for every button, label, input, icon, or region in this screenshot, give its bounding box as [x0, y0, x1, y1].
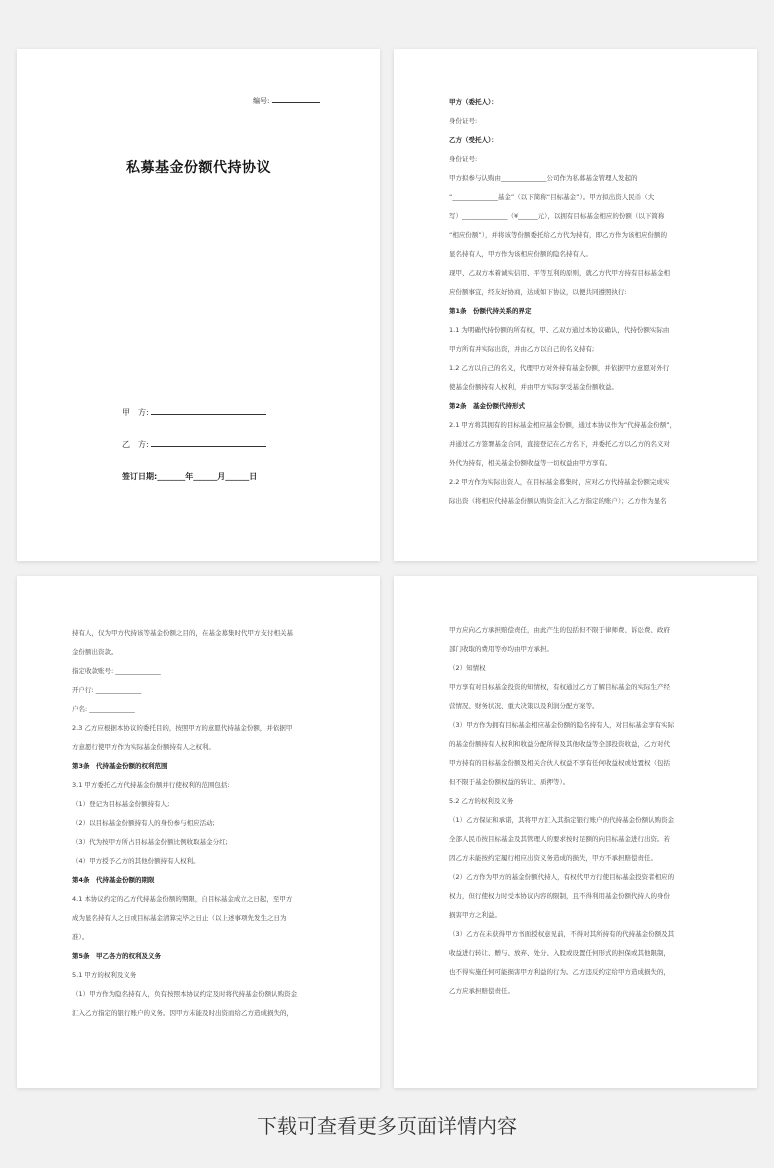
text-line: 乙方应承担赔偿责任。	[449, 987, 514, 995]
text-line: 损害甲方之利益。	[449, 911, 501, 919]
text-line: （3）乙方在未获得甲方书面授权意见前，不得对其所持有的代持基金份额及其	[449, 930, 675, 938]
text-line: （3）甲方作为拥有目标基金相应基金份额的隐名持有人，对目标基金享有实际	[449, 721, 675, 729]
contract-number-blank	[272, 94, 320, 103]
text-line: 持有人，仅为甲方代持该等基金份额之目的，在基金募集时代甲方支付相关基	[72, 629, 293, 637]
text-line: 际出资（将相应代持基金份额认购资金汇入乙方指定的账户）；乙方作为显名	[449, 497, 667, 505]
document-page-4	[394, 576, 757, 1088]
text-line: 但不限于基金份额权益的转让、质押等）。	[449, 778, 570, 786]
party-b-blank	[151, 438, 266, 447]
text-line: 成为显名持有人之日或目标基金清算完毕之日止（以上述事项先发生之日为	[72, 914, 287, 922]
download-more-prompt[interactable]: 下载可查看更多页面详情内容	[257, 1114, 517, 1138]
text-line: （1）甲方作为隐名持有人，负有按照本协议约定及时将代持基金份额认购资金	[72, 990, 298, 998]
text-line: （1）乙方保证和承诺，其将甲方汇入其指定银行账户的代持基金份额认购资金	[449, 816, 675, 824]
section-heading: 第3条 代持基金份额的权利范围	[72, 762, 168, 770]
text-line: 写）______________（¥______元），以拥有目标基金相应的份额（以下简称	[449, 212, 665, 220]
page-3-body	[72, 624, 328, 1023]
text-line: （1）登记为目标基金份额持有人;	[72, 800, 170, 808]
contract-number	[253, 94, 320, 106]
text-line: 使基金份额持有人权利，并由甲方实际享受基金份额收益。	[449, 383, 618, 391]
page-2-body	[449, 93, 705, 511]
section-heading: 甲方（委托人）：	[449, 98, 498, 106]
document-title: 私募基金份额代持协议	[126, 160, 271, 176]
document-page-2	[394, 49, 757, 561]
party-b-label: 乙 方:	[122, 440, 149, 449]
text-line: 方意愿行使甲方作为实际基金份额持有人之权利。	[72, 743, 215, 751]
text-line: 5.1 甲方的权利及义务	[72, 971, 137, 979]
text-line: 的基金份额持有人权利和收益分配所得及其他收益等全部投资收益，乙方对代	[449, 740, 670, 748]
text-line: 甲方应向乙方承担赔偿责任，由此产生的包括但不限于律师费、诉讼费、政府	[449, 626, 670, 634]
section-heading: 第5条 甲乙各方的权利及义务	[72, 952, 162, 960]
text-line: 身份证号:	[449, 155, 478, 163]
text-line: 准）。	[72, 933, 89, 941]
text-line: 5.2 乙方的权利及义务	[449, 797, 514, 805]
text-line: 权力，但行使权力时受本协议内容的限制，且不得利用基金份额代持人的身份	[449, 892, 670, 900]
text-line: 甲方所有并实际出资，并由乙方以自己的名义持有;	[449, 345, 595, 353]
party-a-blank	[151, 406, 266, 415]
sign-date: 签订日期:_______年______月______日	[122, 472, 258, 481]
text-line: 指定收款账号: ______________	[72, 667, 161, 675]
party-a-line	[122, 406, 266, 418]
document-page-1	[17, 49, 380, 561]
text-line: 2.1 甲方将其拥有的目标基金相应基金份额，通过本协议作为“代持基金份额”，	[449, 421, 677, 429]
section-heading: 乙方（受托人）：	[449, 136, 498, 144]
party-b-line	[122, 438, 266, 450]
text-line: （2）知情权	[449, 664, 486, 672]
party-a-label: 甲 方:	[122, 408, 149, 417]
text-line: 1.1 为明确代持份额的所有权，甲、乙双方通过本协议确认，代持份额实际由	[449, 326, 670, 334]
text-line: 也不得实施任何可能损害甲方利益的行为。乙方违反约定给甲方造成损失的，	[449, 968, 670, 976]
text-line: 应份额事宜，经友好协商，达成如下协议，以便共同遵照执行:	[449, 288, 627, 296]
text-line: 因乙方未能按约定履行相应出资义务造成的损失，甲方不承担赔偿责任。	[449, 854, 657, 862]
text-line: 并通过乙方签署基金合同，直接登记在乙方名下，并委托乙方以乙方的名义对	[449, 440, 670, 448]
text-line: 营情况、财务状况、重大决策以及利润分配方案等。	[449, 702, 599, 710]
text-line: 显名持有人，甲方作为该相应份额的隐名持有人。	[449, 250, 592, 258]
text-line: 甲方持有的目标基金份额及相关合伙人权益不享有任何收益权或处置权（包括	[449, 759, 670, 767]
text-line: 4.1 本协议约定的乙方代持基金份额的期限，自目标基金成立之日起，至甲方	[72, 895, 293, 903]
section-heading: 第4条 代持基金份额的期限	[72, 876, 155, 884]
text-line: 甲方拟参与认购由______________公司作为私募基金管理人发起的	[449, 174, 638, 182]
section-heading: 第1条 份额代持关系的界定	[449, 307, 532, 315]
text-line: （3）代为按甲方所占目标基金份额比例收取基金分红;	[72, 838, 228, 846]
section-heading: 第2条 基金份额代持形式	[449, 402, 526, 410]
document-page-3	[17, 576, 380, 1088]
text-line: 1.2 乙方以自己的名义，代理甲方对外持有基金份额，并依据甲方意愿对外行	[449, 364, 670, 372]
page-4-body	[449, 621, 705, 1001]
text-line: 开户行: ______________	[72, 686, 142, 694]
text-line: （2）乙方作为甲方的基金份额代持人，有权代甲方行使目标基金投资者相应的	[449, 873, 675, 881]
text-line: 收益进行转让、赠与、放弃、处分、入股或设置任何形式的担保或其他限制，	[449, 949, 670, 957]
text-line: 现甲、乙双方本着诚实信用、平等互利的原则，就乙方代甲方持有目标基金相	[449, 269, 670, 277]
text-line: “______________基金”（以下简称“目标基金”）。甲方拟出资人民币（大	[449, 193, 655, 201]
text-line: 汇入乙方指定的银行账户的义务。因甲方未能及时出资而给乙方造成损失的，	[72, 1009, 293, 1017]
text-line: （2）以目标基金份额持有人的身份参与相应活动;	[72, 819, 215, 827]
text-line: 部门收取的费用等亦均由甲方承担。	[449, 645, 553, 653]
text-line: 甲方享有对目标基金投资的知情权，有权通过乙方了解目标基金的实际生产经	[449, 683, 670, 691]
text-line: 户名: ______________	[72, 705, 135, 713]
text-line: 3.1 甲方委托乙方代持基金份额并行使权利的范围包括:	[72, 781, 230, 789]
contract-number-label: 编号:	[253, 97, 270, 105]
text-line: 全部人民币按目标基金及其管理人的要求按时足额的向目标基金进行出资。若	[449, 835, 670, 843]
text-line: 金份额出资款。	[72, 648, 118, 656]
text-line: “相应份额”），并将该等份额委托给乙方代为持有，即乙方作为该相应份额的	[449, 231, 667, 239]
text-line: 2.2 甲方作为实际出资人，在目标基金募集时，应对乙方代持基金份额完成实	[449, 478, 670, 486]
text-line: 身份证号:	[449, 117, 478, 125]
text-line: （4）甲方授予乙方的其他份额持有人权利。	[72, 857, 200, 865]
text-line: 2.3 乙方应根据本协议的委托目的，按照甲方的意愿代持基金份额，并依据甲	[72, 724, 293, 732]
text-line: 外代为持有，相关基金份额收益等一切权益由甲方享有。	[449, 459, 612, 467]
